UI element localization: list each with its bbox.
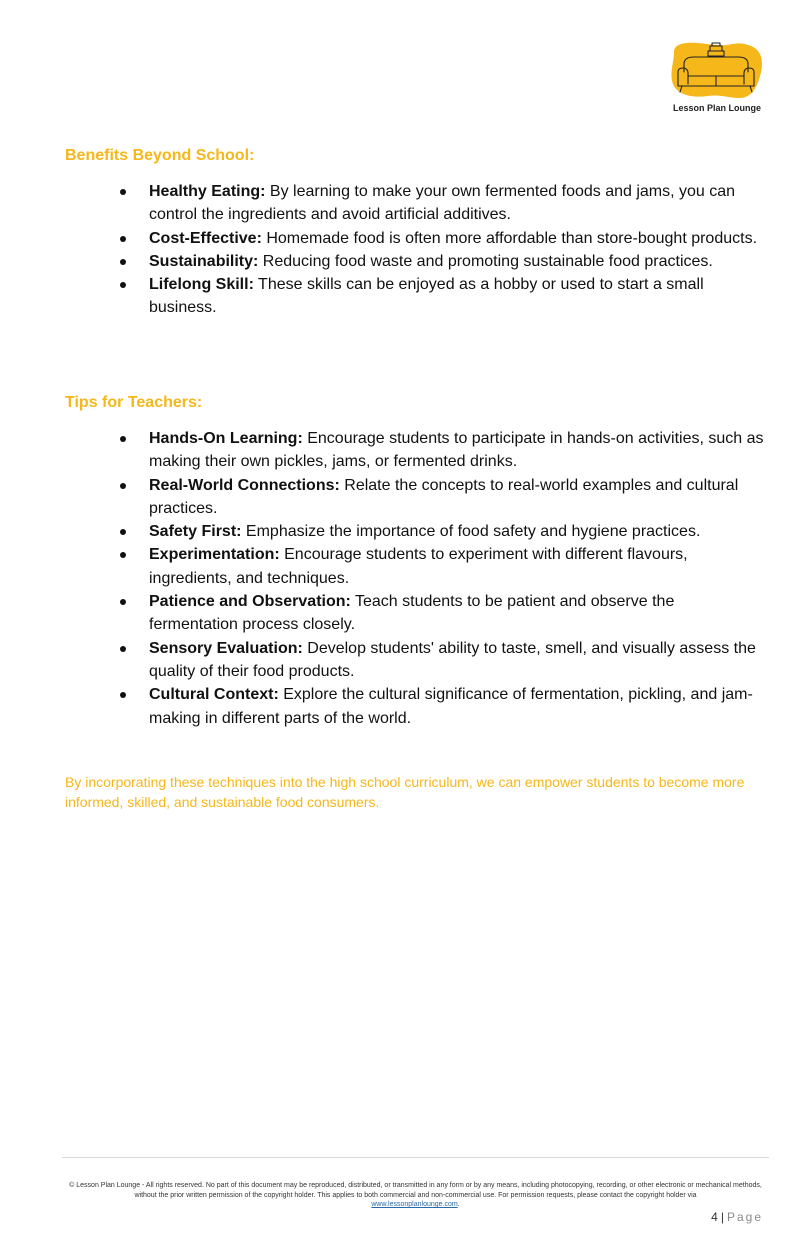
bullet-icon [120, 483, 126, 489]
item-text: Develop students' ability to taste, smell, and visually assess the quality of their food products. [149, 639, 756, 680]
tips-list [117, 427, 767, 730]
item-term: Sensory Evaluation: [149, 639, 303, 657]
item-term: Hands-On Learning: [149, 430, 303, 447]
benefits-heading: Benefits Beyond School: [65, 147, 255, 164]
item-text: Homemade food is often more affordable than store-bought products. [261, 229, 758, 247]
item-text: Encourage students to participate in hands-on activities, such as making their own pickles, jams, or fermented drinks. [149, 430, 764, 471]
item-term: Healthy Eating: [149, 183, 266, 200]
bullet-icon [120, 646, 126, 652]
page-number-value: 4 [711, 1210, 718, 1224]
list-item [117, 227, 767, 250]
item-term: Cost-Effective: [149, 229, 262, 247]
item-text: Teach students to be patient and observe the fermentation process closely. [149, 593, 675, 634]
bullet-icon [120, 692, 126, 698]
bullet-icon [120, 236, 126, 242]
footer-divider [62, 1157, 769, 1158]
benefits-list [117, 180, 767, 320]
bullet-icon [120, 259, 126, 265]
item-term: Real-World Connections: [149, 476, 340, 494]
footer-copyright [64, 1181, 767, 1210]
item-term: Lifelong Skill: [149, 276, 254, 294]
website-link[interactable]: www.lessonplanlounge.com [371, 1201, 458, 1208]
page-word: Page [726, 1210, 763, 1224]
link-suffix: . [457, 1201, 460, 1208]
copyright-text: © Lesson Plan Lounge - All rights reserved. No part of this document may be reproduced, distributed, or transmitted in any form or by any means, including photocopying, recording, or other electronic or mechanical methods, without the prior written permission of the copyright holder. This applies to both commercial and non-commercial use. For permission requests, please contact the copyright holder via [69, 1182, 762, 1199]
bullet-icon [120, 189, 126, 195]
sofa-logo-icon [668, 42, 766, 102]
item-term: Patience and Observation: [149, 593, 351, 611]
list-item [117, 520, 767, 543]
item-text: Encourage students to experiment with different flavours, ingredients, and techniques. [149, 546, 688, 587]
bullet-icon [120, 282, 126, 288]
item-text: These skills can be enjoyed as a hobby or used to start a small business. [149, 276, 704, 317]
list-item [117, 427, 767, 474]
page-separator: | [720, 1210, 724, 1224]
list-item [117, 474, 767, 521]
bullet-icon [120, 552, 126, 558]
item-text: By learning to make your own fermented foods and jams, you can control the ingredients and avoid artificial additives. [149, 183, 736, 224]
item-term: Safety First: [149, 523, 242, 541]
bullet-icon [120, 599, 126, 605]
list-item [117, 250, 767, 273]
lesson-plan-lounge-logo [668, 42, 766, 118]
item-text: Explore the cultural significance of fermentation, pickling, and jam-making in different parts of the world. [149, 686, 753, 727]
bullet-icon [120, 529, 126, 535]
bullet-icon [120, 436, 126, 442]
item-text: Relate the concepts to real-world examples and cultural practices. [149, 476, 739, 517]
list-item [117, 180, 767, 227]
item-term: Experimentation: [149, 546, 280, 564]
list-item [117, 273, 767, 320]
item-text: Reducing food waste and promoting sustainable food practices. [258, 252, 713, 270]
closing-paragraph: By incorporating these techniques into the high school curriculum, we can empower students to become more informed, skilled, and sustainable food consumers. [65, 774, 745, 810]
item-text: Emphasize the importance of food safety and hygiene practices. [241, 523, 701, 541]
list-item [117, 590, 767, 637]
tips-heading: Tips for Teachers: [65, 394, 203, 411]
logo-text: Lesson Plan Lounge [672, 103, 761, 113]
list-item [117, 683, 767, 730]
list-item [117, 543, 767, 590]
page-number [711, 1210, 763, 1224]
item-term: Sustainability: [149, 252, 259, 270]
item-term: Cultural Context: [149, 686, 279, 704]
list-item [117, 637, 767, 684]
